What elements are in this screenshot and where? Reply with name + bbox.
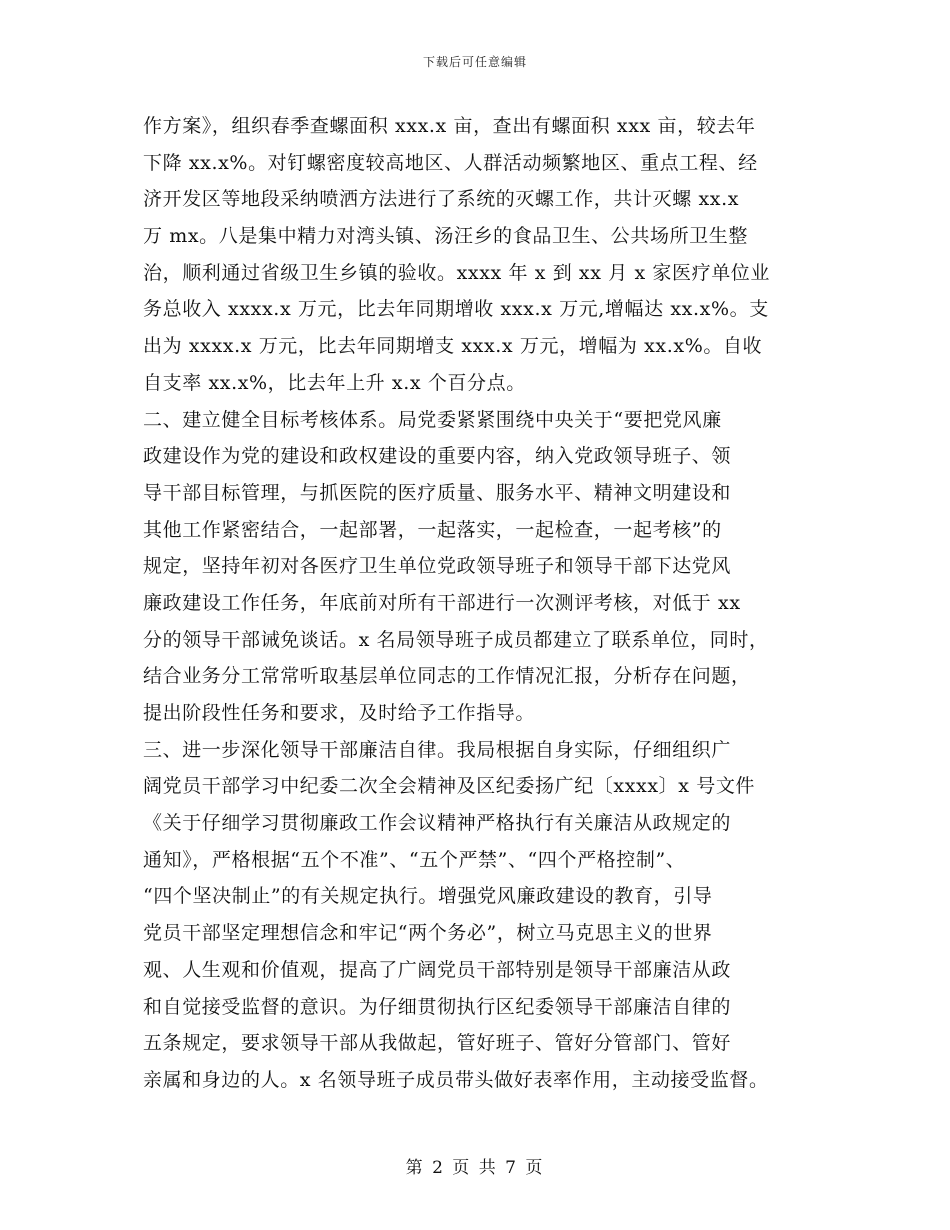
text-line: 其他工作紧密结合，一起部署，一起落实，一起检查，一起考核”的 <box>143 518 722 541</box>
text-line: 通知》，严格根据“五个不准”、“五个严禁”、“四个严格控制”、 <box>143 848 686 871</box>
text-line: 规定，坚持年初对各医疗卫生单位党政领导班子和领导干部下达党风 <box>143 555 732 578</box>
text-line: 作方案》，组织春季查螺面积 xxx.x 亩，查出有螺面积 xxx 亩，较去年 <box>143 115 756 137</box>
document-body <box>143 108 833 1099</box>
text-line: 济开发区等地段采纳喷洒方法进行了系统的灭螺工作，共计灭螺 xx.x <box>143 188 740 211</box>
text-line: 廉政建设工作任务，年底前对所有干部进行一次测评考核，对低于 xx <box>143 591 741 614</box>
text-line: 自支率 xx.x%，比去年上升 x.x 个百分点。 <box>143 371 526 394</box>
text-line: 分的领导干部诫免谈话。x 名局领导班子成员都建立了联系单位，同时， <box>143 628 769 651</box>
text-line: 结合业务分工常常听取基层单位同志的工作情况汇报，分析存在问题， <box>143 665 751 688</box>
text-line: 《关于仔细学习贯彻廉政工作会议精神严格执行有关廉洁从政规定的 <box>143 812 732 835</box>
text-line: 下降 xx.x%。对钉螺密度较高地区、人群活动频繁地区、重点工程、经 <box>143 151 758 174</box>
text-line: 五条规定，要求领导干部从我做起，管好班子、管好分管部门、管好 <box>143 1032 732 1055</box>
text-line: 观、人生观和价值观，提高了广阔党员干部特别是领导干部廉洁从政 <box>143 958 732 981</box>
section-heading-line: 三、进一步深化领导干部廉洁自律。我局根据自身实际，仔细组织广 <box>143 738 732 761</box>
text-line: 治，顺利通过省级卫生乡镇的验收。xxxx 年 x 到 xx 月 x 家医疗单位业 <box>143 261 771 284</box>
text-line: “四个坚决制止”的有关规定执行。增强党风廉政建设的教育，引导 <box>143 885 713 908</box>
text-line: 万 mx。八是集中精力对湾头镇、汤汪乡的食品卫生、公共场所卫生整 <box>143 225 748 248</box>
text-line: 和自觉接受监督的意识。为仔细贯彻执行区纪委领导干部廉洁自律的 <box>143 995 732 1018</box>
text-line: 亲属和身边的人。x 名领导班子成员带头做好表率作用，主动接受监督。 <box>143 1068 769 1091</box>
text-line: 导干部目标管理，与抓医院的医疗质量、服务水平、精神文明建设和 <box>143 481 732 504</box>
text-line: 政建设作为党的建设和政权建设的重要内容，纳入党政领导班子、领 <box>143 445 732 468</box>
text-line: 提出阶段性任务和要求，及时给予工作指导。 <box>143 702 536 724</box>
section-heading-line: 二、建立健全目标考核体系。局党委紧紧围绕中央关于“要把党风廉 <box>143 408 722 431</box>
text-line: 务总收入 xxxx.x 万元，比去年同期增收 xxx.x 万元,增幅达 xx.x%。支 <box>143 298 769 321</box>
page-number: 第 2 页 共 7 页 <box>405 1158 545 1178</box>
text-line: 出为 xxxx.x 万元，比去年同期增支 xxx.x 万元，增幅为 xx.x%。自收 <box>143 335 763 358</box>
page-header: 下载后可任意编辑 <box>422 55 527 69</box>
text-line: 党员干部坚定理想信念和牢记“两个务必”，树立马克思主义的世界 <box>143 922 713 945</box>
text-line: 阔党员干部学习中纪委二次全会精神及区纪委扬广纪〔xxxx〕x 号文件 <box>143 775 756 798</box>
